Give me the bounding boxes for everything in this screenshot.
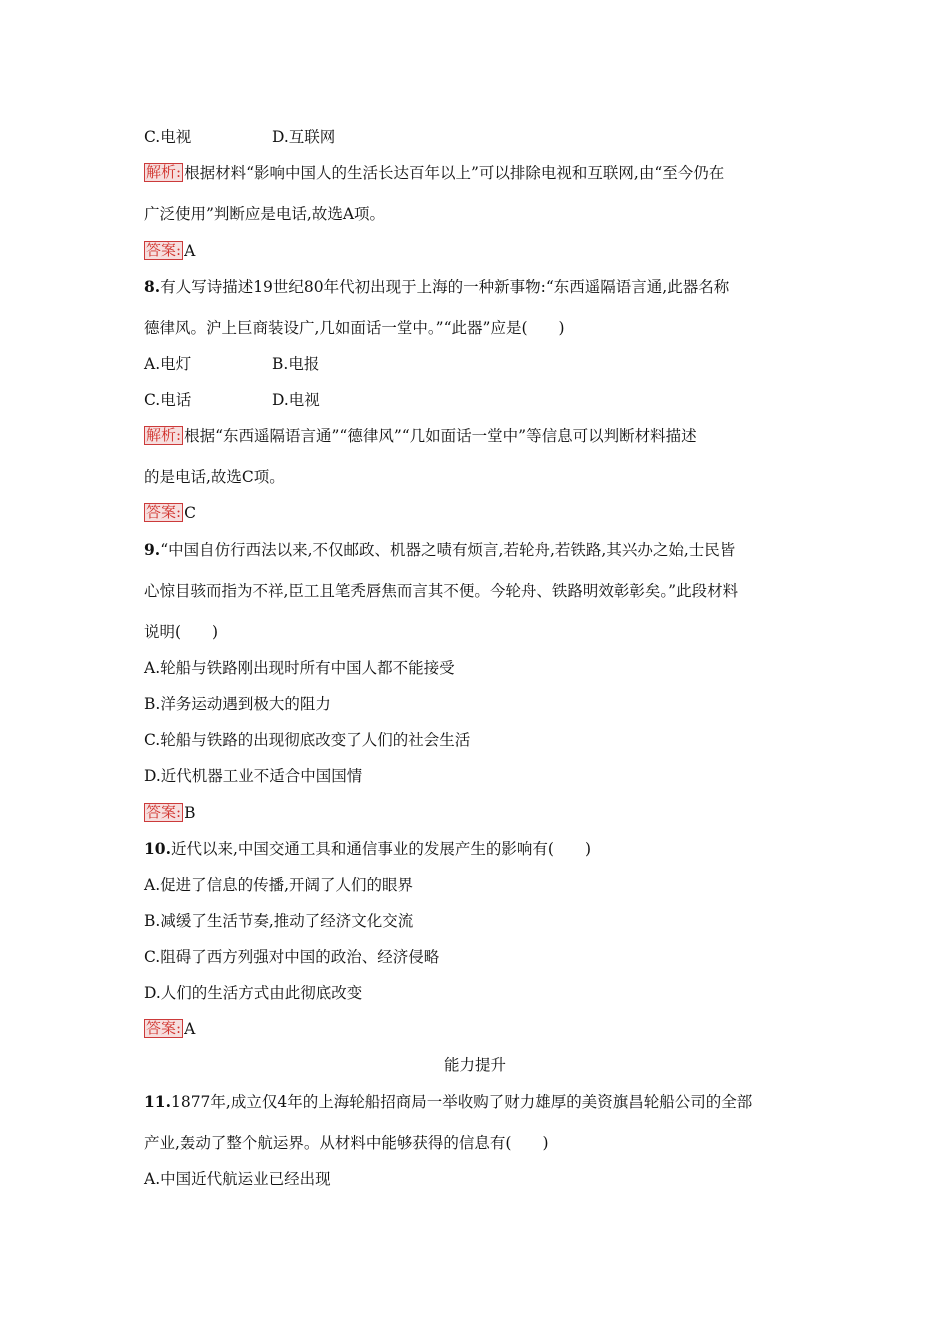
q8-options-row-1 <box>144 353 319 375</box>
answer-value: B <box>184 804 196 822</box>
question-text: 近代以来,中国交通工具和通信事业的发展产生的影响有( ) <box>170 840 591 858</box>
question-number: 11. <box>144 1092 171 1111</box>
answer-value: C <box>184 504 196 522</box>
q8-options-row-2 <box>144 389 320 411</box>
answer-value: A <box>184 1020 196 1038</box>
option-b: B.电报 <box>272 355 320 373</box>
question-number: 10. <box>144 839 171 858</box>
q9-option-d: D.近代机器工业不适合中国国情 <box>144 767 363 785</box>
q8-analysis <box>144 425 697 447</box>
question-text: “中国自仿行西法以来,不仅邮政、机器之啧有烦言,若轮舟,若铁路,其兴办之始,士民皆 <box>160 541 736 559</box>
answer-tag: 答案: <box>146 1019 182 1037</box>
option-d: D.互联网 <box>272 128 336 146</box>
q9-option-c: C.轮船与铁路的出现彻底改变了人们的社会生活 <box>144 731 471 749</box>
q7-analysis-cont: 广泛使用”判断应是电话,故选A项。 <box>144 205 386 223</box>
q10-option-c: C.阻碍了西方列强对中国的政治、经济侵略 <box>144 948 440 966</box>
q8-stem <box>144 276 729 298</box>
q10-answer <box>144 1018 195 1040</box>
q9-stem-cont-1: 心惊目骇而指为不祥,臣工且笔秃唇焦而言其不便。今轮舟、铁路明效彰彰矣。”此段材料 <box>144 582 739 600</box>
option-a: A.电灯 <box>144 355 192 373</box>
section-heading: 能力提升 <box>443 1056 506 1074</box>
question-text: 1877年,成立仅4年的上海轮船招商局一举收购了财力雄厚的美资旗昌轮船公司的全部 <box>170 1093 753 1111</box>
q10-option-a: A.促进了信息的传播,开阔了人们的眼界 <box>144 876 414 894</box>
analysis-tag: 解析: <box>146 163 182 181</box>
question-number: 9. <box>144 540 161 559</box>
q10-option-d: D.人们的生活方式由此彻底改变 <box>144 984 363 1002</box>
option-c: C.电话 <box>144 391 192 409</box>
answer-tag: 答案: <box>146 803 182 821</box>
q10-stem <box>144 838 591 860</box>
answer-value: A <box>184 242 196 260</box>
q11-option-a: A.中国近代航运业已经出现 <box>144 1170 331 1188</box>
q11-stem <box>144 1091 752 1113</box>
answer-tag: 答案: <box>146 503 182 521</box>
q7-analysis <box>144 162 724 184</box>
q9-option-a: A.轮船与铁路刚出现时所有中国人都不能接受 <box>144 659 455 677</box>
q11-stem-cont: 产业,轰动了整个航运界。从材料中能够获得的信息有( ) <box>144 1134 549 1152</box>
q9-answer <box>144 802 195 824</box>
q9-stem <box>144 539 735 561</box>
option-d: D.电视 <box>272 391 320 409</box>
analysis-text: 根据“东西遥隔语言通”“德律风”“几如面话一堂中”等信息可以判断材料描述 <box>184 427 697 445</box>
option-c: C.电视 <box>144 128 192 146</box>
question-text: 有人写诗描述19世纪80年代初出现于上海的一种新事物:“东西遥隔语言通,此器名称 <box>160 278 730 296</box>
question-number: 8. <box>144 277 161 296</box>
q8-analysis-cont: 的是电话,故选C项。 <box>144 468 285 486</box>
q9-stem-cont-2: 说明( ) <box>144 623 219 641</box>
analysis-tag: 解析: <box>146 426 182 444</box>
q10-option-b: B.减缓了生活节奏,推动了经济文化交流 <box>144 912 414 930</box>
q7-answer <box>144 240 195 262</box>
answer-tag: 答案: <box>146 241 182 259</box>
q8-stem-cont: 德律风。沪上巨商装设广,几如面话一堂中。”“此器”应是( ) <box>144 319 565 337</box>
q7-options-row-2 <box>144 126 335 148</box>
analysis-text: 根据材料“影响中国人的生活长达百年以上”可以排除电视和互联网,由“至今仍在 <box>184 164 725 182</box>
q8-answer <box>144 502 196 524</box>
q9-option-b: B.洋务运动遇到极大的阻力 <box>144 695 331 713</box>
